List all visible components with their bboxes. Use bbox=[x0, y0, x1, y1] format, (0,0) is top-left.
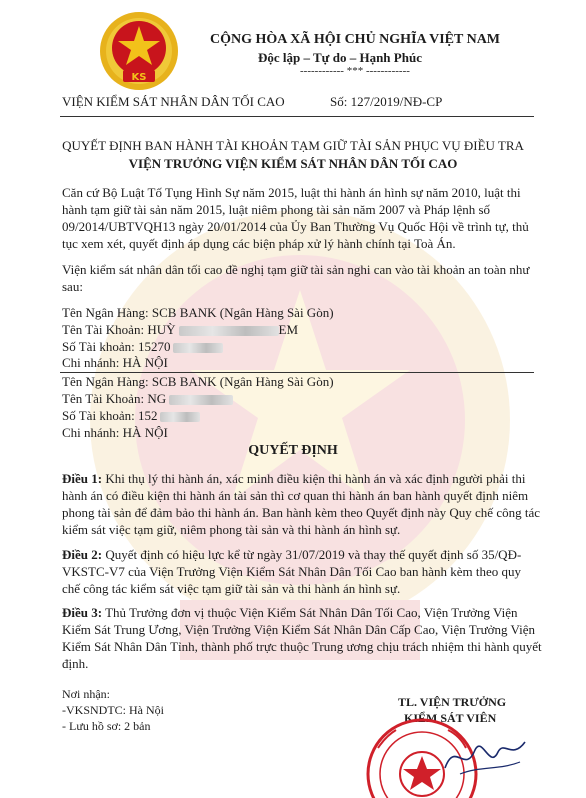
motto-separator: ------------ *** ------------ bbox=[300, 65, 410, 77]
basis-line: tục xem xét, quyết định áp dụng các biện pháp xử lý hành chính tại Toà Án. bbox=[62, 236, 456, 251]
article-label: Điều 3: bbox=[62, 605, 103, 620]
bank-name: SCB BANK (Ngân Hàng Sài Gòn) bbox=[151, 374, 334, 389]
article-line: Điều 2: Quyết định có hiệu lực kể từ ngày 31/07/2019 và thay thế quyết định số 35/QĐ- bbox=[62, 547, 522, 562]
redacted-block bbox=[173, 343, 223, 353]
request-line: sau: bbox=[62, 279, 83, 294]
article-line: Điều 1: Khi thụ lý thi hành án, xác minh điều kiện thi hành án và xác định người phải thi bbox=[62, 471, 526, 486]
recipients-title: Nơi nhận: bbox=[62, 687, 111, 701]
nation-motto: Độc lập – Tự do – Hạnh Phúc bbox=[258, 50, 422, 65]
account-name-row bbox=[62, 322, 298, 338]
account-bank-row bbox=[62, 374, 334, 390]
field-label: Số Tài khoản: bbox=[62, 339, 135, 354]
account-name-row bbox=[62, 391, 233, 407]
national-emblem-icon bbox=[98, 10, 180, 92]
article-line: kiểm sát việc tạm giữ, niêm phong tài sản và thi hành án hình sự. bbox=[62, 522, 401, 537]
field-label: Chi nhánh: bbox=[62, 355, 120, 370]
decision-heading: QUYẾT ĐỊNH bbox=[248, 443, 338, 458]
account-name: NG bbox=[147, 391, 167, 406]
account-name: HUỲ bbox=[147, 322, 176, 337]
article-line: Kiểm Sát Trung Ương, Viện Trưởng Viện Kiểm Sát Nhân Dân Cấp Cao, Viện Trưởng Viện bbox=[62, 622, 535, 637]
signature-title: TL. VIỆN TRƯỞNG bbox=[398, 695, 507, 709]
recipient-item: -VKSNDTC: Hà Nội bbox=[62, 703, 164, 717]
article-line: phong tài sản để đảm bảo thi hành án. Ban hành kèm theo Quyết định này Quy chế công tác bbox=[62, 505, 540, 520]
field-label: Chi nhánh: bbox=[62, 425, 120, 440]
account-number: 15270 bbox=[137, 339, 171, 354]
account-bank-row bbox=[62, 305, 334, 321]
basis-line: Căn cứ Bộ Luật Tố Tụng Hình Sự năm 2015, luật thi hành án hình sự năm 2010, luật thi bbox=[62, 185, 521, 200]
account-divider bbox=[60, 372, 534, 373]
request-line: Viện kiểm sát nhân dân tối cao đề nghị tạm giữ tài sản nghi can vào tài khoản an toàn như bbox=[62, 262, 530, 277]
recipient-item: - Lưu hồ sơ: 2 bản bbox=[62, 719, 151, 733]
redacted-block bbox=[179, 326, 279, 336]
header-rule bbox=[60, 116, 534, 117]
article-line: chế công tác kiểm sát việc tạm giữ tài sản và thi hành án hình sự. bbox=[62, 581, 401, 596]
account-number-row bbox=[62, 408, 200, 424]
branch-name: HÀ NỘI bbox=[122, 355, 168, 370]
article-label: Điều 2: bbox=[62, 547, 103, 562]
issuing-agency: VIỆN KIỂM SÁT NHÂN DÂN TỐI CAO bbox=[62, 94, 285, 109]
article-line: VKSTC-V7 của Viện Trưởng Viện Kiểm Sát Nhân Dân Tối Cao ban hành kèm theo quy bbox=[62, 564, 522, 579]
article-line: định. bbox=[62, 656, 89, 671]
basis-line: hành tạm giữ tài sản năm 2015, luật niêm phong tài sản năm 2007 và Pháp lệnh số bbox=[62, 202, 491, 217]
document-subtitle: VIỆN TRƯỞNG VIỆN KIỂM SÁT NHÂN DÂN TỐI CAO bbox=[128, 156, 458, 171]
account-branch-row bbox=[62, 355, 168, 371]
basis-line: 09/2014/UBTVQH13 ngày 20/01/2014 của Ủy Ban Thường Vụ Quốc Hội về trình tự, thủ bbox=[62, 219, 529, 234]
article-line: hành án có điều kiện thi hành án tài sản thì cơ quan thi hành án ban hành quyết định niêm bbox=[62, 488, 529, 503]
redacted-block bbox=[160, 412, 200, 422]
article-line: Điều 3: Thủ Trưởng đơn vị thuộc Viện Kiểm Sát Nhân Dân Tối Cao, Viện Trưởng Viện bbox=[62, 605, 518, 620]
field-label: Tên Tài Khoản: bbox=[62, 391, 145, 406]
article-label: Điều 1: bbox=[62, 471, 103, 486]
field-label: Tên Ngân Hàng: bbox=[62, 305, 149, 320]
field-label: Số Tài khoản: bbox=[62, 408, 135, 423]
bank-name: SCB BANK (Ngân Hàng Sài Gòn) bbox=[151, 305, 334, 320]
document-number: Số: 127/2019/NĐ-CP bbox=[330, 94, 443, 109]
field-label: Tên Tài Khoản: bbox=[62, 322, 145, 337]
account-name-tail: EM bbox=[278, 322, 298, 337]
signature-subtitle: KIỂM SÁT VIÊN bbox=[404, 711, 497, 725]
account-branch-row bbox=[62, 425, 168, 441]
redacted-block bbox=[169, 395, 233, 405]
field-label: Tên Ngân Hàng: bbox=[62, 374, 149, 389]
account-number-row bbox=[62, 339, 223, 355]
signature-scribble-icon bbox=[440, 730, 530, 780]
branch-name: HÀ NỘI bbox=[122, 425, 168, 440]
emblem-label: KS bbox=[131, 72, 147, 83]
document-title: QUYẾT ĐỊNH BAN HÀNH TÀI KHOẢN TẠM GIỮ TÀI SẢN PHỤC VỤ ĐIỀU TRA bbox=[62, 138, 524, 153]
article-line: Kiểm Sát Nhân Dân Tỉnh, thành phố trực thuộc Trung ương chịu trách nhiệm thi hành quyết bbox=[62, 639, 542, 654]
account-number: 152 bbox=[137, 408, 158, 423]
nation-title: CỘNG HÒA XÃ HỘI CHỦ NGHĨA VIỆT NAM bbox=[210, 32, 501, 47]
